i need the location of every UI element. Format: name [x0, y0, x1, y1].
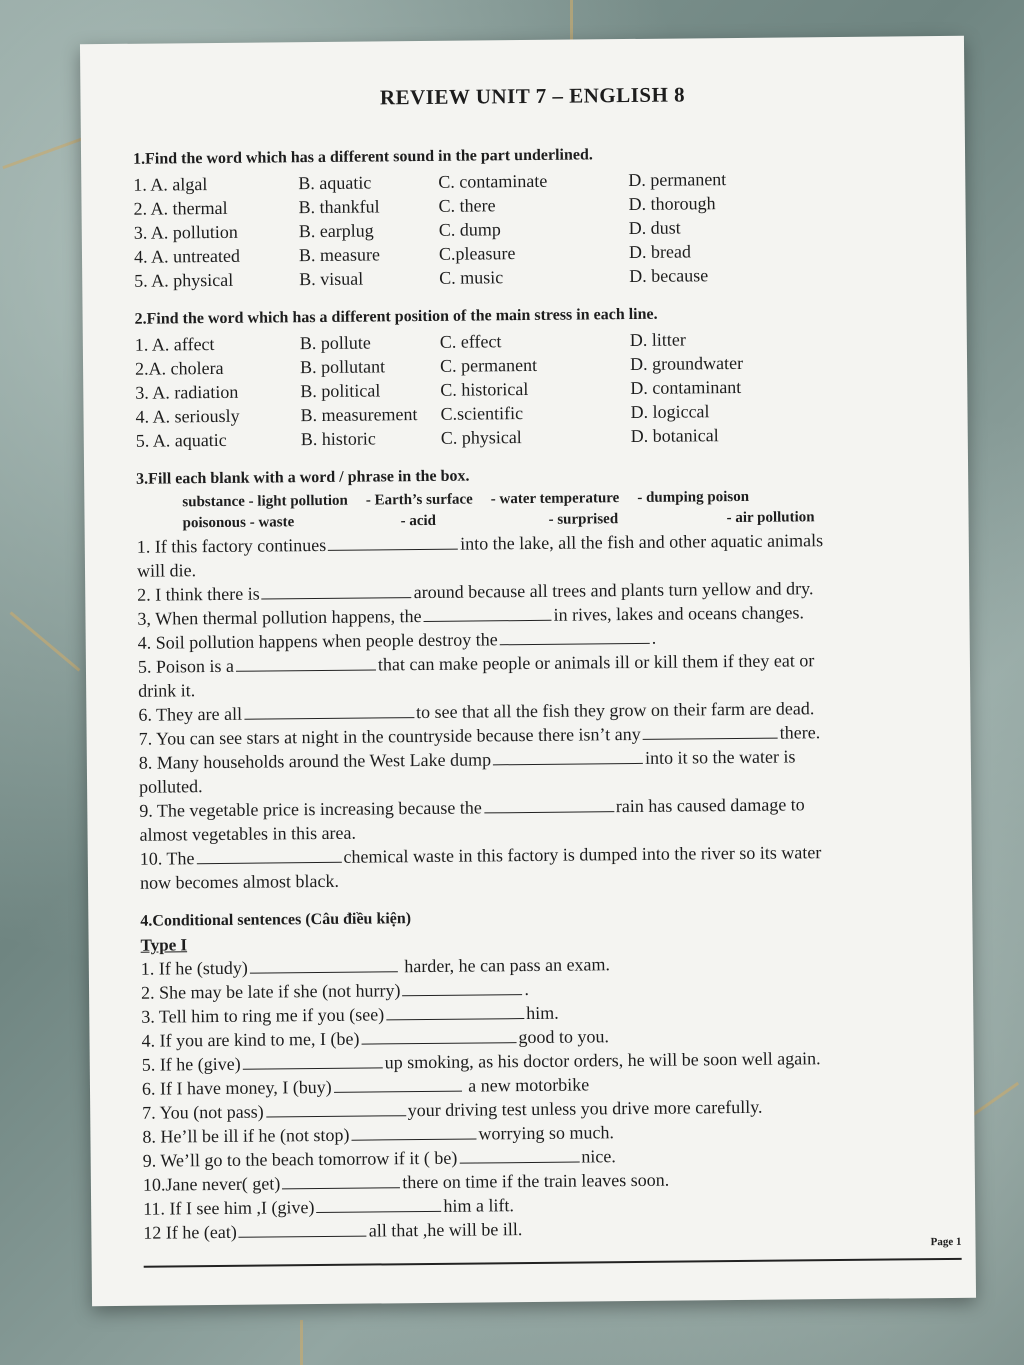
answer-blank[interactable]	[459, 1146, 579, 1164]
sentence-text: in rives, lakes and oceans changes.	[553, 602, 805, 625]
sentence-text: 6. They are all	[138, 703, 243, 725]
floor-tile-seam	[570, 0, 573, 40]
option-a: 3. A. pollution	[133, 221, 238, 243]
sentence-text: 5. Poison is a	[137, 655, 235, 677]
floor-tile-seam	[300, 1320, 303, 1365]
option-c: C.pleasure	[438, 243, 516, 264]
sentence-text: him a lift.	[443, 1195, 515, 1216]
option-a: 5. A. aquatic	[135, 429, 227, 451]
option-a: 2.A. cholera	[134, 357, 224, 379]
section-4-heading: 4.Conditional sentences (Câu điều kiện)	[140, 910, 412, 930]
option-c: C. historical	[440, 378, 529, 400]
worksheet-content	[132, 76, 943, 1245]
sentence-text: chemical waste in this factory is dumped into the river so its water	[343, 842, 822, 867]
answer-blank[interactable]	[236, 653, 376, 671]
sentence-text: 8. He’ll be ill if he (not stop)	[142, 1124, 350, 1147]
option-a: 4. A. seriously	[135, 405, 240, 427]
answer-blank[interactable]	[500, 627, 650, 645]
answer-blank[interactable]	[386, 1002, 524, 1020]
answer-blank[interactable]	[282, 1171, 400, 1189]
sentence-text: to see that all the fish they grow on their farm are dead.	[415, 698, 815, 723]
option-c: C. music	[439, 267, 504, 288]
worksheet-paper	[80, 36, 976, 1306]
answer-blank[interactable]	[361, 1026, 516, 1044]
answer-blank[interactable]	[250, 955, 398, 973]
sentence-text: that can make people or animals ill or kill them if they eat or	[377, 650, 815, 675]
sentence-text: 10.Jane never( get)	[142, 1173, 281, 1195]
sentence-text: now becomes almost black.	[139, 870, 340, 893]
sentence-text: 12 If he (eat)	[143, 1221, 237, 1243]
option-c: C. effect	[439, 331, 502, 352]
floor-tile-seam	[10, 611, 81, 671]
answer-blank[interactable]	[266, 1099, 406, 1117]
answer-blank[interactable]	[351, 1123, 476, 1141]
sentence-text: .	[651, 627, 657, 648]
sentence-text: 7. You (not pass)	[142, 1101, 264, 1123]
sentence-text: 8. Many households around the West Lake dump	[138, 749, 492, 773]
option-b: B. measurement	[300, 404, 418, 426]
option-a: 4. A. untreated	[133, 245, 241, 267]
answer-blank[interactable]	[243, 1051, 383, 1069]
answer-blank[interactable]	[334, 1075, 462, 1093]
sentence-text: 4. Soil pollution happens when people destroy the	[137, 629, 498, 653]
sentence-text: 9. The vegetable price is increasing because the	[139, 797, 482, 821]
option-c: C. dump	[438, 219, 501, 240]
word-box-entry: - acid	[400, 512, 437, 530]
sentence-text: 9. We’ll go to the beach tomorrow if it ( be)	[142, 1147, 458, 1171]
sentence-text: good to you.	[518, 1026, 610, 1048]
option-b: B. political	[300, 380, 381, 402]
option-a: 5. A. physical	[134, 269, 234, 291]
page-number: Page 1	[930, 1235, 962, 1249]
option-b: B. pollute	[299, 332, 371, 354]
option-c: C.scientific	[440, 403, 524, 424]
option-d: D. logiccal	[630, 401, 710, 423]
answer-blank[interactable]	[239, 1220, 367, 1238]
word-box-entry: - Earth’s surface	[365, 491, 473, 509]
sentence-text: .	[524, 979, 530, 1000]
sentence-text: harder, he can pass an exam.	[404, 954, 611, 977]
sentence-text: 10. The	[139, 848, 195, 869]
word-box-entry: - air pollution	[726, 509, 815, 527]
option-d: D. bread	[628, 241, 692, 263]
sentence-text: 2. I think there is	[137, 583, 260, 605]
option-b: B. earplug	[298, 220, 374, 242]
option-a: 3. A. radiation	[135, 381, 239, 403]
section-3-heading: 3.Fill each blank with a word / phrase in the box.	[136, 467, 470, 488]
sentence-text: 1. If he (study)	[140, 957, 248, 979]
word-box-entry: substance - light pollution	[182, 492, 348, 511]
option-d: D. permanent	[628, 169, 727, 191]
answer-blank[interactable]	[196, 846, 341, 864]
option-b: B. aquatic	[298, 172, 372, 194]
option-d: D. litter	[629, 329, 686, 351]
answer-blank[interactable]	[643, 722, 778, 740]
option-d: D. botanical	[630, 425, 719, 447]
section-1-heading: 1.Find the word which has a different sound in the part underlined.	[132, 146, 593, 168]
option-b: B. pollutant	[299, 356, 386, 378]
sentence-text: drink it.	[138, 680, 196, 701]
section-4-sentences	[141, 949, 944, 1245]
option-d: D. contaminant	[630, 376, 742, 399]
sentence-text: polluted.	[138, 776, 203, 797]
word-box-entry: - surprised	[548, 511, 619, 528]
answer-blank[interactable]	[316, 1195, 441, 1213]
option-a: 1. A. affect	[134, 333, 215, 355]
sentence-text: 5. If he (give)	[141, 1053, 241, 1075]
sentence-text: 2. She may be late if she (not hurry)	[140, 980, 401, 1003]
sentence-text: worrying so much.	[478, 1122, 614, 1144]
sentence-text: 3. Tell him to ring me if you (see)	[141, 1004, 385, 1027]
word-box-entry: poisonous - waste	[182, 514, 295, 532]
word-box-entry: - water temperature	[490, 490, 620, 508]
option-b: B. thankful	[298, 196, 380, 218]
option-a: 1. A. algal	[133, 174, 208, 195]
option-c: C. physical	[440, 427, 522, 448]
sentence-text: him.	[526, 1002, 559, 1024]
sentence-text: 7. You can see stars at night in the countryside because there isn’t any	[138, 723, 641, 749]
sentence-text: into it so the water is	[644, 746, 796, 768]
sentence-text: almost vegetables in this area.	[139, 822, 357, 845]
sentence-text: rain has caused damage to	[615, 794, 805, 817]
sentence-text: up smoking, as his doctor orders, he will be soon well again.	[384, 1048, 821, 1073]
sentence-text: 11. If I see him ,I (give)	[143, 1197, 315, 1219]
sentence-text: 1. If this factory continues	[136, 534, 327, 557]
option-d: D. groundwater	[629, 352, 744, 375]
floor-tile-seam	[2, 134, 92, 169]
type-label: Type I	[140, 935, 188, 955]
option-d: D. dust	[628, 217, 681, 239]
section-2-questions	[135, 325, 936, 453]
option-c: C. contaminate	[438, 170, 548, 192]
answer-blank[interactable]	[328, 533, 458, 551]
answer-blank[interactable]	[262, 581, 412, 599]
sentence-text: 3, When thermal pollution happens, the	[137, 606, 422, 629]
sentence-text: 4. If you are kind to me, I (be)	[141, 1028, 360, 1051]
option-b: B. historic	[300, 428, 376, 450]
sentence-text: into the lake, all the fish and other aquatic animals	[460, 530, 824, 554]
section-2-heading: 2.Find the word which has a different position of the main stress in each line.	[134, 305, 658, 328]
sentence-text: there on time if the train leaves soon.	[402, 1169, 670, 1193]
sentence-text: your driving test unless you drive more carefully.	[407, 1096, 763, 1121]
answer-blank[interactable]	[484, 795, 614, 813]
sentence-text: 6. If I have money, I (buy)	[141, 1076, 332, 1099]
answer-blank[interactable]	[402, 978, 522, 996]
footer-rule	[144, 1258, 962, 1268]
option-a: 2. A. thermal	[133, 197, 228, 219]
answer-blank[interactable]	[244, 701, 414, 720]
sentence-text: all that ,he will be ill.	[368, 1219, 523, 1241]
section-3-sentences	[137, 527, 940, 895]
sentence-text: nice.	[581, 1146, 616, 1167]
option-c: C. there	[438, 195, 496, 216]
option-b: B. measure	[298, 244, 381, 266]
word-box-entry: - dumping poison	[637, 488, 750, 506]
option-b: B. visual	[299, 268, 364, 290]
sentence-text: a new motorbike	[468, 1074, 590, 1096]
option-d: D. because	[629, 265, 709, 287]
sentence-text: will die.	[136, 560, 197, 581]
sentence-text: around because all trees and plants turn yellow and dry.	[413, 578, 814, 603]
worksheet-title: REVIEW UNIT 7 – ENGLISH 8	[379, 82, 686, 110]
section-1-questions	[133, 165, 934, 293]
answer-blank[interactable]	[423, 604, 551, 622]
answer-blank[interactable]	[493, 747, 643, 765]
sentence-text: there.	[779, 722, 821, 743]
option-d: D. thorough	[628, 193, 716, 215]
option-c: C. permanent	[439, 354, 538, 376]
